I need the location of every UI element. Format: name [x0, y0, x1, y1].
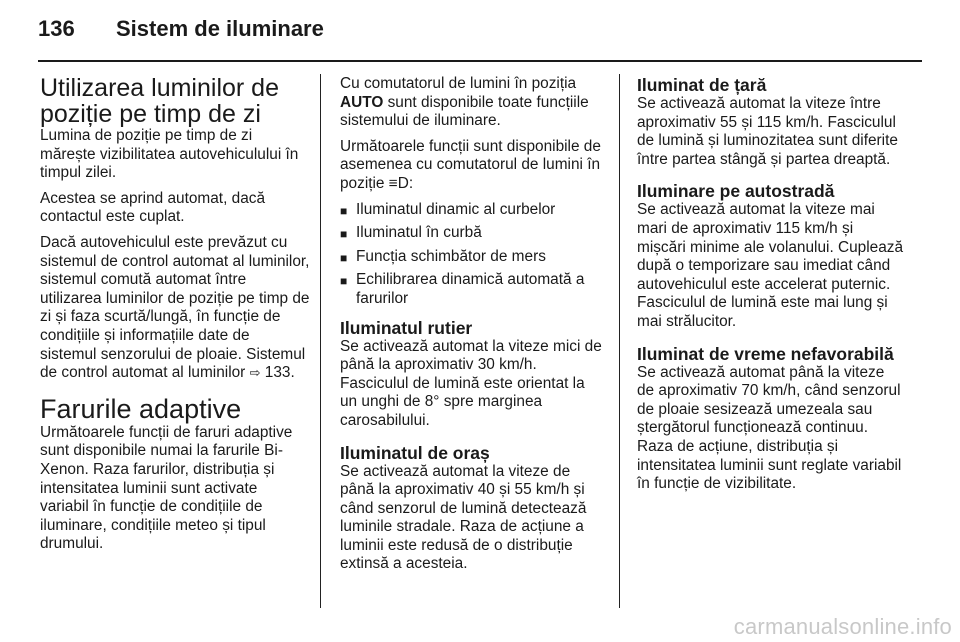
column-2	[340, 75, 605, 581]
subheading-motorway-lighting: Iluminare pe autostradă	[637, 181, 835, 202]
feature-list	[340, 201, 605, 309]
subheading-bad-weather-lighting: Iluminat de vreme nefavorabilă	[637, 343, 894, 364]
paragraph: Se activează automat la viteze între aproximativ 55 și 115 km/h. Fasciculul de lumină și luminozitatea sunt diferite între partea stângă și partea dreaptă.	[637, 95, 898, 168]
paragraph: Se activează automat până la viteze de aproximativ 70 km/h, când senzorul de ploaie sesizează umezeala sau ștergătorul funcționează continuu. Raza de acțiune, distribuția și intensitatea luminii sunt reglate variabil în funcție de vizibilitate.	[637, 363, 902, 493]
list-item: ■ Iluminatul dinamic al curbelor	[340, 201, 605, 220]
list-item: ■ Echilibrarea dinamică automată a farurilor	[340, 271, 585, 307]
paragraph: Dacă autovehiculul este prevăzut cu sistemul de control automat al luminilor, sistemul comută automat între utilizarea luminilor de poziție pe timp de zi și faza scurtă/lungă, în funcție de condițiile și informațiile date de sistemul senzorului de ploaie. Sistemul de control automat al luminilor ⇨ 133.	[40, 233, 310, 382]
subheading-road-lighting: Iluminatul rutier	[340, 317, 473, 338]
paragraph: Acestea se aprind automat, dacă contactul este cuplat.	[40, 189, 266, 226]
paragraph: Următoarele funcții sunt disponibile de asemenea cu comutatorul de lumini în poziție ≡D:	[340, 137, 601, 192]
watermark: carmanualsonline.info	[733, 614, 952, 639]
paragraph: Se activează automat la viteze mai mari de aproximativ 115 km/h și mișcări minime ale volanului. Cuplează după o temporizare sau imediat când autovehiculul este accelerat puternic. Fasciculul de lumină este mai lung și mai strălucitor.	[637, 201, 904, 330]
bullet-square-icon: ■	[340, 227, 348, 242]
page-number: 136	[38, 16, 75, 41]
bullet-square-icon: ■	[340, 274, 348, 289]
auto-switch-position: AUTO	[340, 93, 384, 111]
section-heading-daytime-lights: Utilizarea luminilor de poziție pe timp de zi	[40, 74, 279, 128]
page-header	[38, 16, 324, 52]
list-item: ■ Funcția schimbător de mers	[340, 248, 605, 267]
subheading-country-lighting: Iluminat de țară	[637, 75, 767, 95]
header-rule	[38, 60, 922, 62]
list-item: ■ Iluminatul în curbă	[340, 224, 605, 243]
page-reference-arrow-icon: ⇨	[249, 365, 261, 381]
column-divider-1	[320, 74, 321, 608]
subheading-town-lighting: Iluminatul de oraș	[340, 442, 490, 463]
column-3	[637, 75, 905, 501]
page-reference-link[interactable]: 133.	[264, 364, 295, 382]
column-divider-2	[619, 74, 620, 608]
bullet-square-icon: ■	[340, 203, 348, 218]
column-1	[40, 75, 310, 561]
bullet-square-icon: ■	[340, 250, 348, 265]
paragraph: Se activează automat la viteze de până la aproximativ 40 și 55 km/h și când senzorul de lumină detectează luminile stradale. Raza de acțiune a luminii este redusă de o distribuție extinsă a acesteia.	[340, 462, 587, 573]
section-heading-adaptive-headlights: Farurile adaptive	[40, 393, 242, 424]
paragraph: Se activează automat la viteze mici de până la aproximativ 30 km/h. Fasciculul de lumină este orientat la un unghi de 8° spre marginea carosabilului.	[340, 337, 602, 429]
paragraph: Lumina de poziție pe timp de zi mărește vizibilitatea autovehiculului în timpul zilei.	[40, 127, 299, 182]
low-beam-icon: ≡D	[388, 174, 409, 192]
paragraph: Următoarele funcții de faruri adaptive sunt disponibile numai la farurile Bi-Xenon. Raza farurilor, distribuția și intensitatea luminii sunt activate variabil în funcție de condițiile de iluminare, condițiile meteo și tipul drumului.	[40, 423, 293, 553]
chapter-title: Sistem de iluminare	[116, 16, 324, 41]
paragraph: Cu comutatorul de lumini în poziția AUTO sunt disponibile toate funcțiile sistemului de iluminare.	[340, 75, 589, 130]
